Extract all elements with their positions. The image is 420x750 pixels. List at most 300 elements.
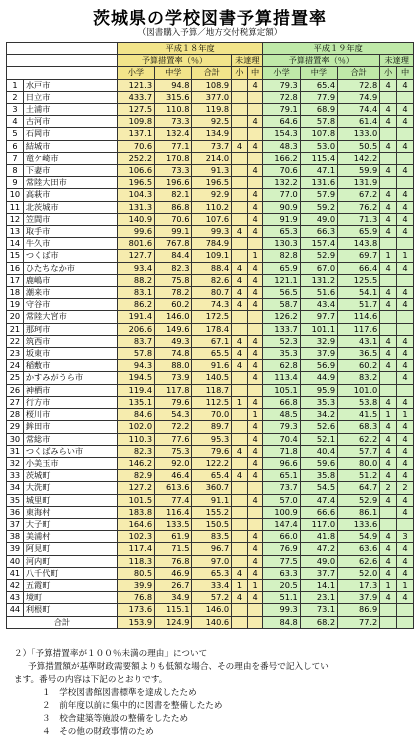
fy18-elem-rate: 206.6 [117,323,154,335]
fy18-small-reason [232,506,248,518]
fy18-elem-rate: 80.5 [117,567,154,579]
fy18-mid-rate: 132.4 [155,128,192,140]
fy18-total-rate: 79.6 [192,445,232,457]
fy19-elem-rate: 73.7 [263,482,300,494]
fy18-elem-rate: 76.8 [117,592,154,604]
municipality-name: つくば市 [23,250,117,262]
fy18-elem-rate: 93.4 [117,262,154,274]
fy18-small-reason [232,457,248,469]
fy19-middle-reason: 4 [397,335,414,347]
header-fy19-mid: 中学 [300,67,337,79]
fy18-total-rate: 97.0 [192,555,232,567]
fy19-middle-reason [397,604,414,616]
fy19-small-reason: 4 [380,360,397,372]
fy18-middle-reason [247,91,263,103]
fy18-mid-rate: 88.0 [155,360,192,372]
municipality-name: 鹿嶋市 [23,274,117,286]
fy18-total-rate: 122.2 [192,457,232,469]
fy19-elem-rate: 48.3 [263,140,300,152]
fy19-small-reason: 4 [380,79,397,91]
fy18-elem-rate: 127.2 [117,482,154,494]
fy18-middle-reason [247,238,263,250]
fy18-elem-rate: 102.3 [117,531,154,543]
fy18-small-reason [232,213,248,225]
fy18-mid-rate: 78.2 [155,287,192,299]
row-number: 11 [7,201,24,213]
fy18-elem-rate: 118.3 [117,555,154,567]
fy19-mid-rate: 35.3 [300,396,337,408]
fy19-small-reason: 4 [380,543,397,555]
table-row [7,104,414,116]
fy18-mid-rate: 26.7 [155,579,192,591]
fy18-mid-rate: 196.6 [155,177,192,189]
fy19-mid-rate: 59.6 [300,457,337,469]
fy18-small-reason [232,152,248,164]
table-row [7,579,414,591]
row-number: 4 [7,116,24,128]
municipality-name: 筑西市 [23,335,117,347]
fy18-middle-reason: 1 [247,250,263,262]
fy19-total-rate: 54.9 [338,531,380,543]
municipality-name: 守谷市 [23,299,117,311]
fy19-total-rate: 76.2 [338,201,380,213]
municipality-name: 河内町 [23,555,117,567]
row-number: 6 [7,140,24,152]
fy18-total-rate: 65.5 [192,348,232,360]
fy18-middle-reason: 4 [247,262,263,274]
fy18-elem-rate: 117.4 [117,543,154,555]
fy19-elem-rate: 63.3 [263,567,300,579]
page-subtitle: （図書購入予算／地方交付税算定額） [137,28,283,38]
fy19-small-reason: 4 [380,470,397,482]
fy19-mid-rate: 117.0 [300,518,337,530]
fy19-total-rate: 54.1 [338,287,380,299]
row-number: 26 [7,384,24,396]
fy18-middle-reason: 4 [247,567,263,579]
fy19-small-reason: 1 [380,409,397,421]
fy19-mid-rate: 40.4 [300,445,337,457]
fy19-mid-rate: 37.9 [300,348,337,360]
table-row [7,91,414,103]
fy19-total-rate: 66.4 [338,262,380,274]
fy18-mid-rate: 77.4 [155,494,192,506]
fy19-elem-rate: 79.3 [263,79,300,91]
fy18-total-rate: 91.1 [192,494,232,506]
fy19-total-rate: 74.4 [338,104,380,116]
table-row [7,238,414,250]
fy18-small-reason: 4 [232,299,248,311]
fy18-mid-rate: 60.2 [155,299,192,311]
row-number: 30 [7,433,24,445]
municipality-name: 常陸大田市 [23,177,117,189]
fy18-small-reason: 4 [232,274,248,286]
fy19-small-reason [380,323,397,335]
row-number: 40 [7,555,24,567]
fy18-total-rate: 89.7 [192,421,232,433]
fy18-elem-rate: 121.3 [117,79,154,91]
fy19-total-rate: 60.2 [338,360,380,372]
fy18-small-reason: 4 [232,360,248,372]
fy18-mid-rate: 146.0 [155,311,192,323]
fy18-elem-rate: 127.5 [117,104,154,116]
table-row [7,128,414,140]
municipality-name: 結城市 [23,140,117,152]
header-fy19-elem: 小学 [263,67,300,79]
fy18-small-reason [232,201,248,213]
municipality-name: 東海村 [23,506,117,518]
fy19-small-reason: 1 [380,579,397,591]
fy19-middle-reason: 1 [397,409,414,421]
row-number: 14 [7,238,24,250]
fy18-mid-rate: 116.4 [155,506,192,518]
fy18-middle-reason: 4 [247,555,263,567]
row-number: 36 [7,506,24,518]
fy19-middle-reason: 1 [397,250,414,262]
header-fy18-small: 小 [232,67,248,79]
fy18-total-rate: 108.9 [192,79,232,91]
fy18-small-reason [232,177,248,189]
fy19-small-reason: 4 [380,299,397,311]
fy18-mid-rate: 75.3 [155,445,192,457]
fy19-elem-rate: 113.4 [263,372,300,384]
total-cell [247,616,263,628]
fy18-mid-rate: 75.8 [155,274,192,286]
fy18-mid-rate: 54.3 [155,409,192,421]
fy18-total-rate: 92.5 [192,116,232,128]
fy18-elem-rate: 99.6 [117,226,154,238]
fy18-total-rate: 65.4 [192,470,232,482]
fy19-elem-rate: 154.3 [263,128,300,140]
fy18-mid-rate: 767.8 [155,238,192,250]
fy19-middle-reason [397,152,414,164]
fy18-mid-rate: 34.9 [155,592,192,604]
municipality-name: 茨城町 [23,470,117,482]
fy19-elem-rate: 77.0 [263,189,300,201]
table-row [7,531,414,543]
fy19-total-rate: 62.2 [338,433,380,445]
fy18-elem-rate: 252.2 [117,152,154,164]
fy18-total-rate: 146.0 [192,604,232,616]
row-number: 16 [7,262,24,274]
total-cell: 153.9 [117,616,154,628]
row-number: 34 [7,482,24,494]
fy18-total-rate: 33.4 [192,579,232,591]
fy19-total-rate: 74.9 [338,91,380,103]
fy19-mid-rate: 52.1 [300,433,337,445]
fy19-middle-reason: 4 [397,543,414,555]
fy18-elem-rate: 164.6 [117,518,154,530]
fy19-mid-rate: 57.8 [300,116,337,128]
fy19-total-rate: 68.3 [338,421,380,433]
fy18-mid-rate: 117.8 [155,384,192,396]
fy18-small-reason: 4 [232,287,248,299]
fy19-elem-rate: 62.8 [263,360,300,372]
table-row [7,543,414,555]
fy19-small-reason: 4 [380,201,397,213]
fy19-middle-reason: 4 [397,262,414,274]
fy18-total-rate: 118.7 [192,384,232,396]
total-cell [397,616,414,628]
fy19-mid-rate: 67.0 [300,262,337,274]
fy19-total-rate: 57.7 [338,445,380,457]
fy19-middle-reason: 4 [397,421,414,433]
fy18-middle-reason: 4 [247,543,263,555]
fy18-mid-rate: 82.1 [155,189,192,201]
table-row [7,274,414,286]
table-row [7,299,414,311]
municipality-name: 八千代町 [23,567,117,579]
fy18-total-rate: 377.0 [192,91,232,103]
note-item: ２ 前年度以前に集中的に図書を整備したため [42,701,223,711]
fy18-elem-rate: 173.6 [117,604,154,616]
fy18-middle-reason: 4 [247,445,263,457]
fy18-total-rate: 178.4 [192,323,232,335]
header-fy19-middle: 中 [397,67,414,79]
fy18-mid-rate: 170.8 [155,152,192,164]
fy19-middle-reason [397,91,414,103]
fy19-elem-rate: 79.1 [263,104,300,116]
table-row [7,323,414,335]
row-number: 8 [7,165,24,177]
fy19-small-reason [380,152,397,164]
fy18-small-reason: 4 [232,445,248,457]
fy18-elem-rate: 140.9 [117,213,154,225]
fy18-middle-reason: 4 [247,116,263,128]
fy18-middle-reason: 4 [247,201,263,213]
fy18-mid-rate: 73.3 [155,165,192,177]
municipality-name: 竜ケ崎市 [23,152,117,164]
fy19-mid-rate: 54.5 [300,482,337,494]
fy18-total-rate: 74.3 [192,299,232,311]
fy18-total-rate: 112.5 [192,396,232,408]
fy18-middle-reason [247,604,263,616]
table-row [7,518,414,530]
table-row [7,165,414,177]
fy18-total-rate: 91.6 [192,360,232,372]
table-row [7,250,414,262]
fy18-small-reason: 4 [232,335,248,347]
fy18-middle-reason: 4 [247,592,263,604]
municipality-name: 大子町 [23,518,117,530]
municipality-name: 行方市 [23,396,117,408]
fy18-small-reason [232,372,248,384]
table-row [7,506,414,518]
fy19-total-rate: 59.9 [338,165,380,177]
fy19-elem-rate: 121.1 [263,274,300,286]
fy18-mid-rate: 76.8 [155,555,192,567]
fy19-mid-rate: 32.9 [300,335,337,347]
fy18-elem-rate: 127.7 [117,250,154,262]
table-row [7,592,414,604]
fy19-mid-rate: 73.1 [300,604,337,616]
fy18-mid-rate: 73.9 [155,372,192,384]
fy19-total-rate: 117.6 [338,323,380,335]
fy18-mid-rate: 82.3 [155,262,192,274]
row-number: 18 [7,287,24,299]
fy18-middle-reason [247,506,263,518]
fy19-small-reason: 4 [380,396,397,408]
fy18-small-reason [232,518,248,530]
fy19-elem-rate: 20.5 [263,579,300,591]
fy19-middle-reason: 4 [397,79,414,91]
fy18-middle-reason: 4 [247,470,263,482]
fy18-total-rate: 91.3 [192,165,232,177]
fy19-small-reason [380,91,397,103]
row-number: 2 [7,91,24,103]
fy18-middle-reason [247,177,263,189]
fy18-middle-reason: 4 [247,79,263,91]
fy19-middle-reason: 4 [397,506,414,518]
fy19-middle-reason: 4 [397,201,414,213]
fy19-small-reason [380,506,397,518]
table-row [7,372,414,384]
row-number: 24 [7,360,24,372]
header-fy19-rate: 予算措置率（％） [263,55,380,67]
row-number: 23 [7,348,24,360]
fy18-mid-rate: 70.6 [155,213,192,225]
fy18-middle-reason: 4 [247,372,263,384]
header-blank-2 [7,55,118,67]
fy18-mid-rate: 73.3 [155,116,192,128]
fy19-small-reason: 4 [380,189,397,201]
fy19-elem-rate: 52.3 [263,335,300,347]
fy19-total-rate: 67.2 [338,189,380,201]
fy18-mid-rate: 77.1 [155,140,192,152]
fy19-total-rate: 143.8 [338,238,380,250]
fy18-mid-rate: 94.8 [155,79,192,91]
row-number: 44 [7,604,24,616]
fy18-total-rate: 96.7 [192,543,232,555]
fy19-middle-reason [397,323,414,335]
municipality-name: 水戸市 [23,79,117,91]
table-row [7,116,414,128]
row-number: 15 [7,250,24,262]
fy18-total-rate: 65.3 [192,567,232,579]
fy19-middle-reason [397,274,414,286]
fy19-middle-reason: 4 [397,165,414,177]
row-number: 29 [7,421,24,433]
fy18-elem-rate: 135.1 [117,396,154,408]
fy19-middle-reason: 4 [397,116,414,128]
row-number: 42 [7,579,24,591]
header-fy18-rate: 予算措置率（％） [117,55,231,67]
municipality-name: 潮来市 [23,287,117,299]
fy19-small-reason: 4 [380,213,397,225]
fy19-mid-rate: 47.1 [300,165,337,177]
fy19-small-reason: 4 [380,457,397,469]
municipality-name: 稲敷市 [23,360,117,372]
fy19-total-rate: 36.5 [338,348,380,360]
fy19-small-reason: 2 [380,482,397,494]
fy19-total-rate: 142.2 [338,152,380,164]
fy18-small-reason [232,433,248,445]
fy19-elem-rate: 72.8 [263,91,300,103]
fy19-mid-rate: 77.9 [300,91,337,103]
fy19-middle-reason [397,518,414,530]
row-number: 7 [7,152,24,164]
fy18-elem-rate: 194.5 [117,372,154,384]
fy19-middle-reason: 4 [397,445,414,457]
row-number: 25 [7,372,24,384]
fy19-total-rate: 133.6 [338,518,380,530]
fy19-elem-rate: 66.8 [263,396,300,408]
fy19-mid-rate: 44.9 [300,372,337,384]
fy18-total-rate: 784.9 [192,238,232,250]
row-number: 33 [7,470,24,482]
fy18-mid-rate: 110.8 [155,104,192,116]
header-blank [7,43,118,55]
fy18-small-reason [232,311,248,323]
municipality-name: 神栖市 [23,384,117,396]
fy19-elem-rate: 147.4 [263,518,300,530]
fy18-small-reason [232,165,248,177]
fy18-total-rate: 214.0 [192,152,232,164]
fy18-elem-rate: 102.0 [117,421,154,433]
fy19-elem-rate: 166.2 [263,152,300,164]
row-number: 3 [7,104,24,116]
fy19-mid-rate: 57.9 [300,189,337,201]
fy18-elem-rate: 101.5 [117,494,154,506]
table-row [7,287,414,299]
fy18-elem-rate: 104.3 [117,189,154,201]
table-row [7,213,414,225]
header-fy18-total: 合計 [192,67,232,79]
fy18-elem-rate: 57.8 [117,348,154,360]
fy18-small-reason: 1 [232,396,248,408]
table-row [7,409,414,421]
fy19-total-rate: 50.5 [338,140,380,152]
municipality-name: ひたちなか市 [23,262,117,274]
fy18-middle-reason: 4 [247,165,263,177]
fy18-total-rate: 109.1 [192,250,232,262]
municipality-name: 阿見町 [23,543,117,555]
fy19-mid-rate: 37.7 [300,567,337,579]
row-number: 43 [7,592,24,604]
fy19-total-rate: 114.6 [338,311,380,323]
fy18-middle-reason [247,323,263,335]
fy19-total-rate: 53.8 [338,396,380,408]
fy19-total-rate: 51.7 [338,299,380,311]
fy19-mid-rate: 47.4 [300,494,337,506]
fy18-small-reason [232,482,248,494]
fy18-small-reason [232,494,248,506]
fy18-total-rate: 99.3 [192,226,232,238]
fy18-elem-rate: 183.8 [117,506,154,518]
fy18-small-reason [232,128,248,140]
row-number: 39 [7,543,24,555]
fy19-total-rate: 101.0 [338,384,380,396]
fy18-middle-reason: 4 [247,213,263,225]
fy18-middle-reason: 1 [247,579,263,591]
fy19-small-reason [380,518,397,530]
fy18-small-reason [232,421,248,433]
municipality-name: かすみがうら市 [23,372,117,384]
fy19-elem-rate: 48.5 [263,409,300,421]
table-row [7,604,414,616]
total-row [7,616,414,628]
fy19-total-rate: 52.0 [338,567,380,579]
fy19-mid-rate: 56.9 [300,360,337,372]
municipality-name: 坂東市 [23,348,117,360]
header-fy18-elem: 小学 [117,67,154,79]
table-row [7,335,414,347]
fy18-mid-rate: 46.9 [155,567,192,579]
header-fy19-total: 合計 [338,67,380,79]
total-label: 合計 [7,616,118,628]
municipality-name: 笠間市 [23,213,117,225]
fy18-mid-rate: 49.3 [155,335,192,347]
fy19-elem-rate: 65.1 [263,470,300,482]
